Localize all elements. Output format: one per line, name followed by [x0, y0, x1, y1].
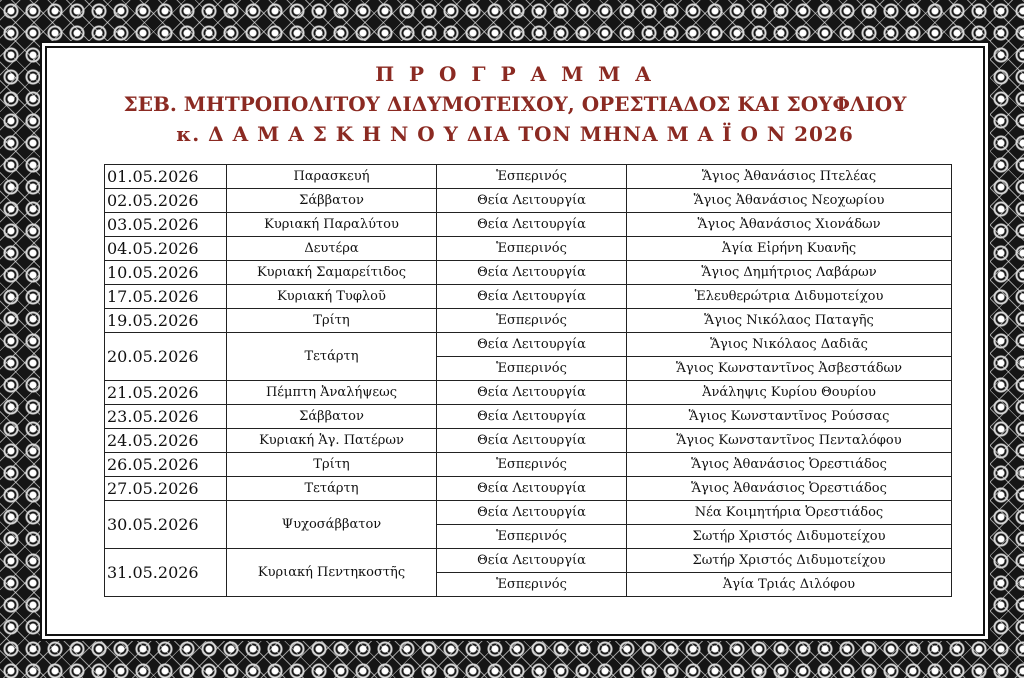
day-cell: Κυριακή Ἁγ. Πατέρων: [227, 429, 437, 453]
day-cell: Τετάρτη: [227, 333, 437, 381]
place-cell: Νέα Κοιμητήρια Ὀρεστιάδος: [627, 501, 952, 525]
place-cell: Ἅγιος Κωνσταντῖνος Ἀσβεστάδων: [627, 357, 952, 381]
service-cell: Θεία Λειτουργία: [437, 333, 627, 357]
day-cell: Ψυχοσάββατον: [227, 501, 437, 549]
day-cell: Τετάρτη: [227, 477, 437, 501]
place-cell: Σωτήρ Χριστός Διδυμοτείχου: [627, 549, 952, 573]
date-cell: 17.05.2026: [105, 285, 227, 309]
service-cell: Ἑσπερινός: [437, 525, 627, 549]
table-row: [105, 453, 952, 477]
place-cell: Ἅγιος Ἀθανάσιος Ὀρεστιάδος: [627, 477, 952, 501]
place-cell: Ἅγιος Κωνσταντῖνος Πενταλόφου: [627, 429, 952, 453]
service-cell: Θεία Λειτουργία: [437, 261, 627, 285]
table-row: [105, 189, 952, 213]
day-cell: Τρίτη: [227, 309, 437, 333]
place-cell: Ἁγία Εἰρήνη Κυανῆς: [627, 237, 952, 261]
day-cell: Τρίτη: [227, 453, 437, 477]
service-cell: Ἑσπερινός: [437, 357, 627, 381]
table-row: [105, 549, 952, 573]
place-cell: Ἐλευθερώτρια Διδυμοτείχου: [627, 285, 952, 309]
service-cell: Θεία Λειτουργία: [437, 213, 627, 237]
metropolitan-title: ΣΕΒ. ΜΗΤΡΟΠΟΛΙΤΟΥ ΔΙΔΥΜΟΤΕΙΧΟΥ, ΟΡΕΣΤΙΑΔΟΣ ΚΑΙ ΣΟΥΦΛΙΟΥ: [123, 92, 907, 116]
date-cell: 04.05.2026: [105, 237, 227, 261]
table-row: [105, 429, 952, 453]
date-cell: 21.05.2026: [105, 381, 227, 405]
date-cell: 03.05.2026: [105, 213, 227, 237]
table-row: [105, 309, 952, 333]
date-cell: 10.05.2026: [105, 261, 227, 285]
program-title: Π Ρ Ο Γ Ρ Α Μ Μ Α: [375, 62, 655, 86]
place-cell: Ἀνάληψις Κυρίου Θουρίου: [627, 381, 952, 405]
table-row: [105, 501, 952, 525]
table-row: [105, 165, 952, 189]
service-cell: Ἑσπερινός: [437, 165, 627, 189]
date-cell: 23.05.2026: [105, 405, 227, 429]
service-cell: Θεία Λειτουργία: [437, 405, 627, 429]
day-cell: Δευτέρα: [227, 237, 437, 261]
place-cell: Ἅγιος Ἀθανάσιος Χιονάδων: [627, 213, 952, 237]
table-row: [105, 477, 952, 501]
place-cell: Ἅγιος Ἀθανάσιος Ὀρεστιάδος: [627, 453, 952, 477]
place-cell: Ἅγιος Ἀθανάσιος Πτελέας: [627, 165, 952, 189]
table-row: [105, 213, 952, 237]
date-cell: 02.05.2026: [105, 189, 227, 213]
table-row: [105, 237, 952, 261]
schedule-sheet: [45, 46, 985, 636]
place-cell: Σωτήρ Χριστός Διδυμοτείχου: [627, 525, 952, 549]
date-cell: 27.05.2026: [105, 477, 227, 501]
day-cell: Κυριακή Τυφλοῦ: [227, 285, 437, 309]
schedule-table: [104, 164, 952, 597]
service-cell: Θεία Λειτουργία: [437, 285, 627, 309]
service-cell: Ἑσπερινός: [437, 237, 627, 261]
day-cell: Σάββατον: [227, 405, 437, 429]
date-cell: 31.05.2026: [105, 549, 227, 597]
table-row: [105, 333, 952, 357]
day-cell: Σάββατον: [227, 189, 437, 213]
table-row: [105, 285, 952, 309]
service-cell: Θεία Λειτουργία: [437, 501, 627, 525]
service-cell: Θεία Λειτουργία: [437, 549, 627, 573]
date-cell: 20.05.2026: [105, 333, 227, 381]
service-cell: Ἑσπερινός: [437, 309, 627, 333]
place-cell: Ἅγιος Νικόλαος Δαδιᾶς: [627, 333, 952, 357]
date-cell: 24.05.2026: [105, 429, 227, 453]
day-cell: Πέμπτη Ἀναλήψεως: [227, 381, 437, 405]
table-row: [105, 381, 952, 405]
date-cell: 26.05.2026: [105, 453, 227, 477]
table-row: [105, 261, 952, 285]
service-cell: Θεία Λειτουργία: [437, 477, 627, 501]
place-cell: Ἁγία Τριάς Διλόφου: [627, 573, 952, 597]
place-cell: Ἅγιος Κωνσταντῖνος Ρούσσας: [627, 405, 952, 429]
table-row: [105, 405, 952, 429]
day-cell: Κυριακή Παραλύτου: [227, 213, 437, 237]
place-cell: Ἅγιος Ἀθανάσιος Νεοχωρίου: [627, 189, 952, 213]
service-cell: Θεία Λειτουργία: [437, 189, 627, 213]
day-cell: Κυριακή Πεντηκοστῆς: [227, 549, 437, 597]
month-title: κ. Δ Α Μ Α Σ Κ Η Ν Ο Υ ΔΙΑ ΤΟΝ ΜΗΝΑ Μ Α Ϊ Ο Ν 2026: [176, 122, 854, 146]
service-cell: Θεία Λειτουργία: [437, 429, 627, 453]
date-cell: 01.05.2026: [105, 165, 227, 189]
date-cell: 30.05.2026: [105, 501, 227, 549]
place-cell: Ἅγιος Νικόλαος Παταγῆς: [627, 309, 952, 333]
day-cell: Παρασκευή: [227, 165, 437, 189]
day-cell: Κυριακή Σαμαρείτιδος: [227, 261, 437, 285]
place-cell: Ἅγιος Δημήτριος Λαβάρων: [627, 261, 952, 285]
date-cell: 19.05.2026: [105, 309, 227, 333]
service-cell: Ἑσπερινός: [437, 453, 627, 477]
service-cell: Ἑσπερινός: [437, 573, 627, 597]
service-cell: Θεία Λειτουργία: [437, 381, 627, 405]
